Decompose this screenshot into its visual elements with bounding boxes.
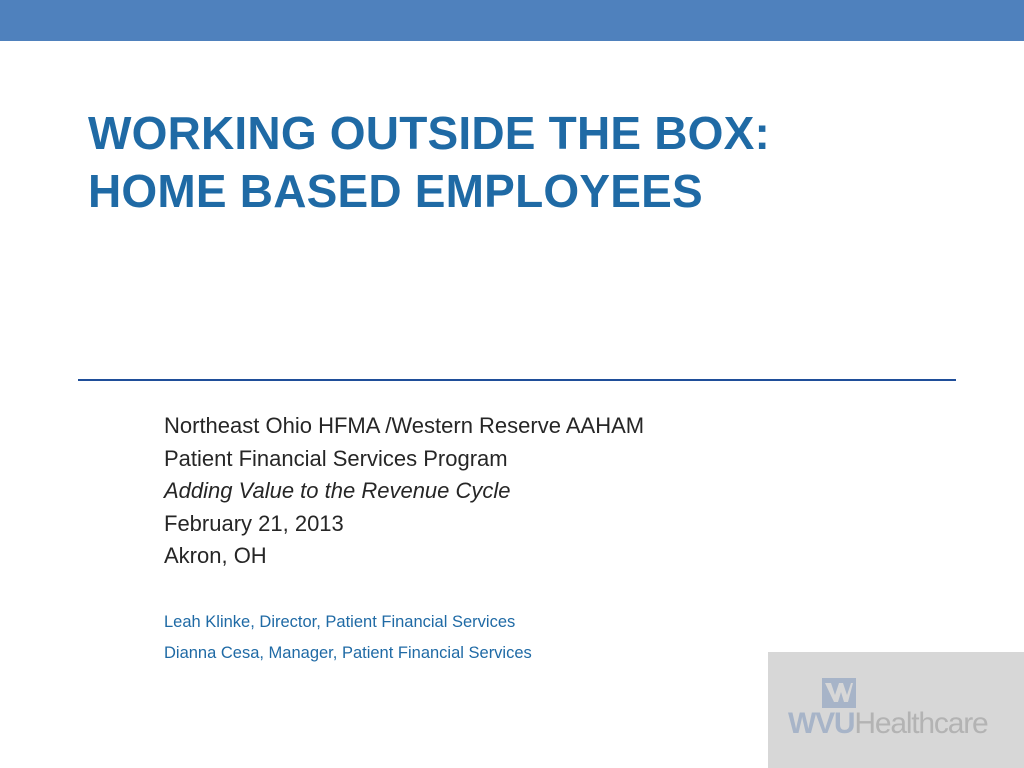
logo-text-healthcare: Healthcare	[854, 707, 988, 740]
presenter-2: Dianna Cesa, Manager, Patient Financial Services	[164, 644, 532, 662]
event-location: Akron, OH	[164, 543, 267, 568]
top-accent-bar	[0, 0, 1024, 41]
title-divider	[78, 379, 956, 381]
event-organizers: Northeast Ohio HFMA /Western Reserve AAHAM	[164, 413, 645, 438]
wvu-flying-wv-icon	[822, 678, 856, 708]
presenter-1: Leah Klinke, Director, Patient Financial Services	[164, 613, 516, 631]
program-theme: Adding Value to the Revenue Cycle	[164, 478, 511, 503]
logo-text-wvu: WVU	[788, 707, 855, 740]
presenters-block	[164, 607, 764, 669]
subtitle-block	[164, 410, 864, 573]
event-date: February 21, 2013	[164, 510, 344, 536]
slide-title-line-2: HOME BASED EMPLOYEES	[88, 165, 703, 217]
slide-title	[88, 104, 968, 220]
wvu-healthcare-logo	[768, 652, 1024, 768]
slide-title-line-1: WORKING OUTSIDE THE BOX:	[88, 107, 771, 159]
logo-wordmark	[788, 706, 987, 742]
program-name: Patient Financial Services Program	[164, 445, 508, 471]
